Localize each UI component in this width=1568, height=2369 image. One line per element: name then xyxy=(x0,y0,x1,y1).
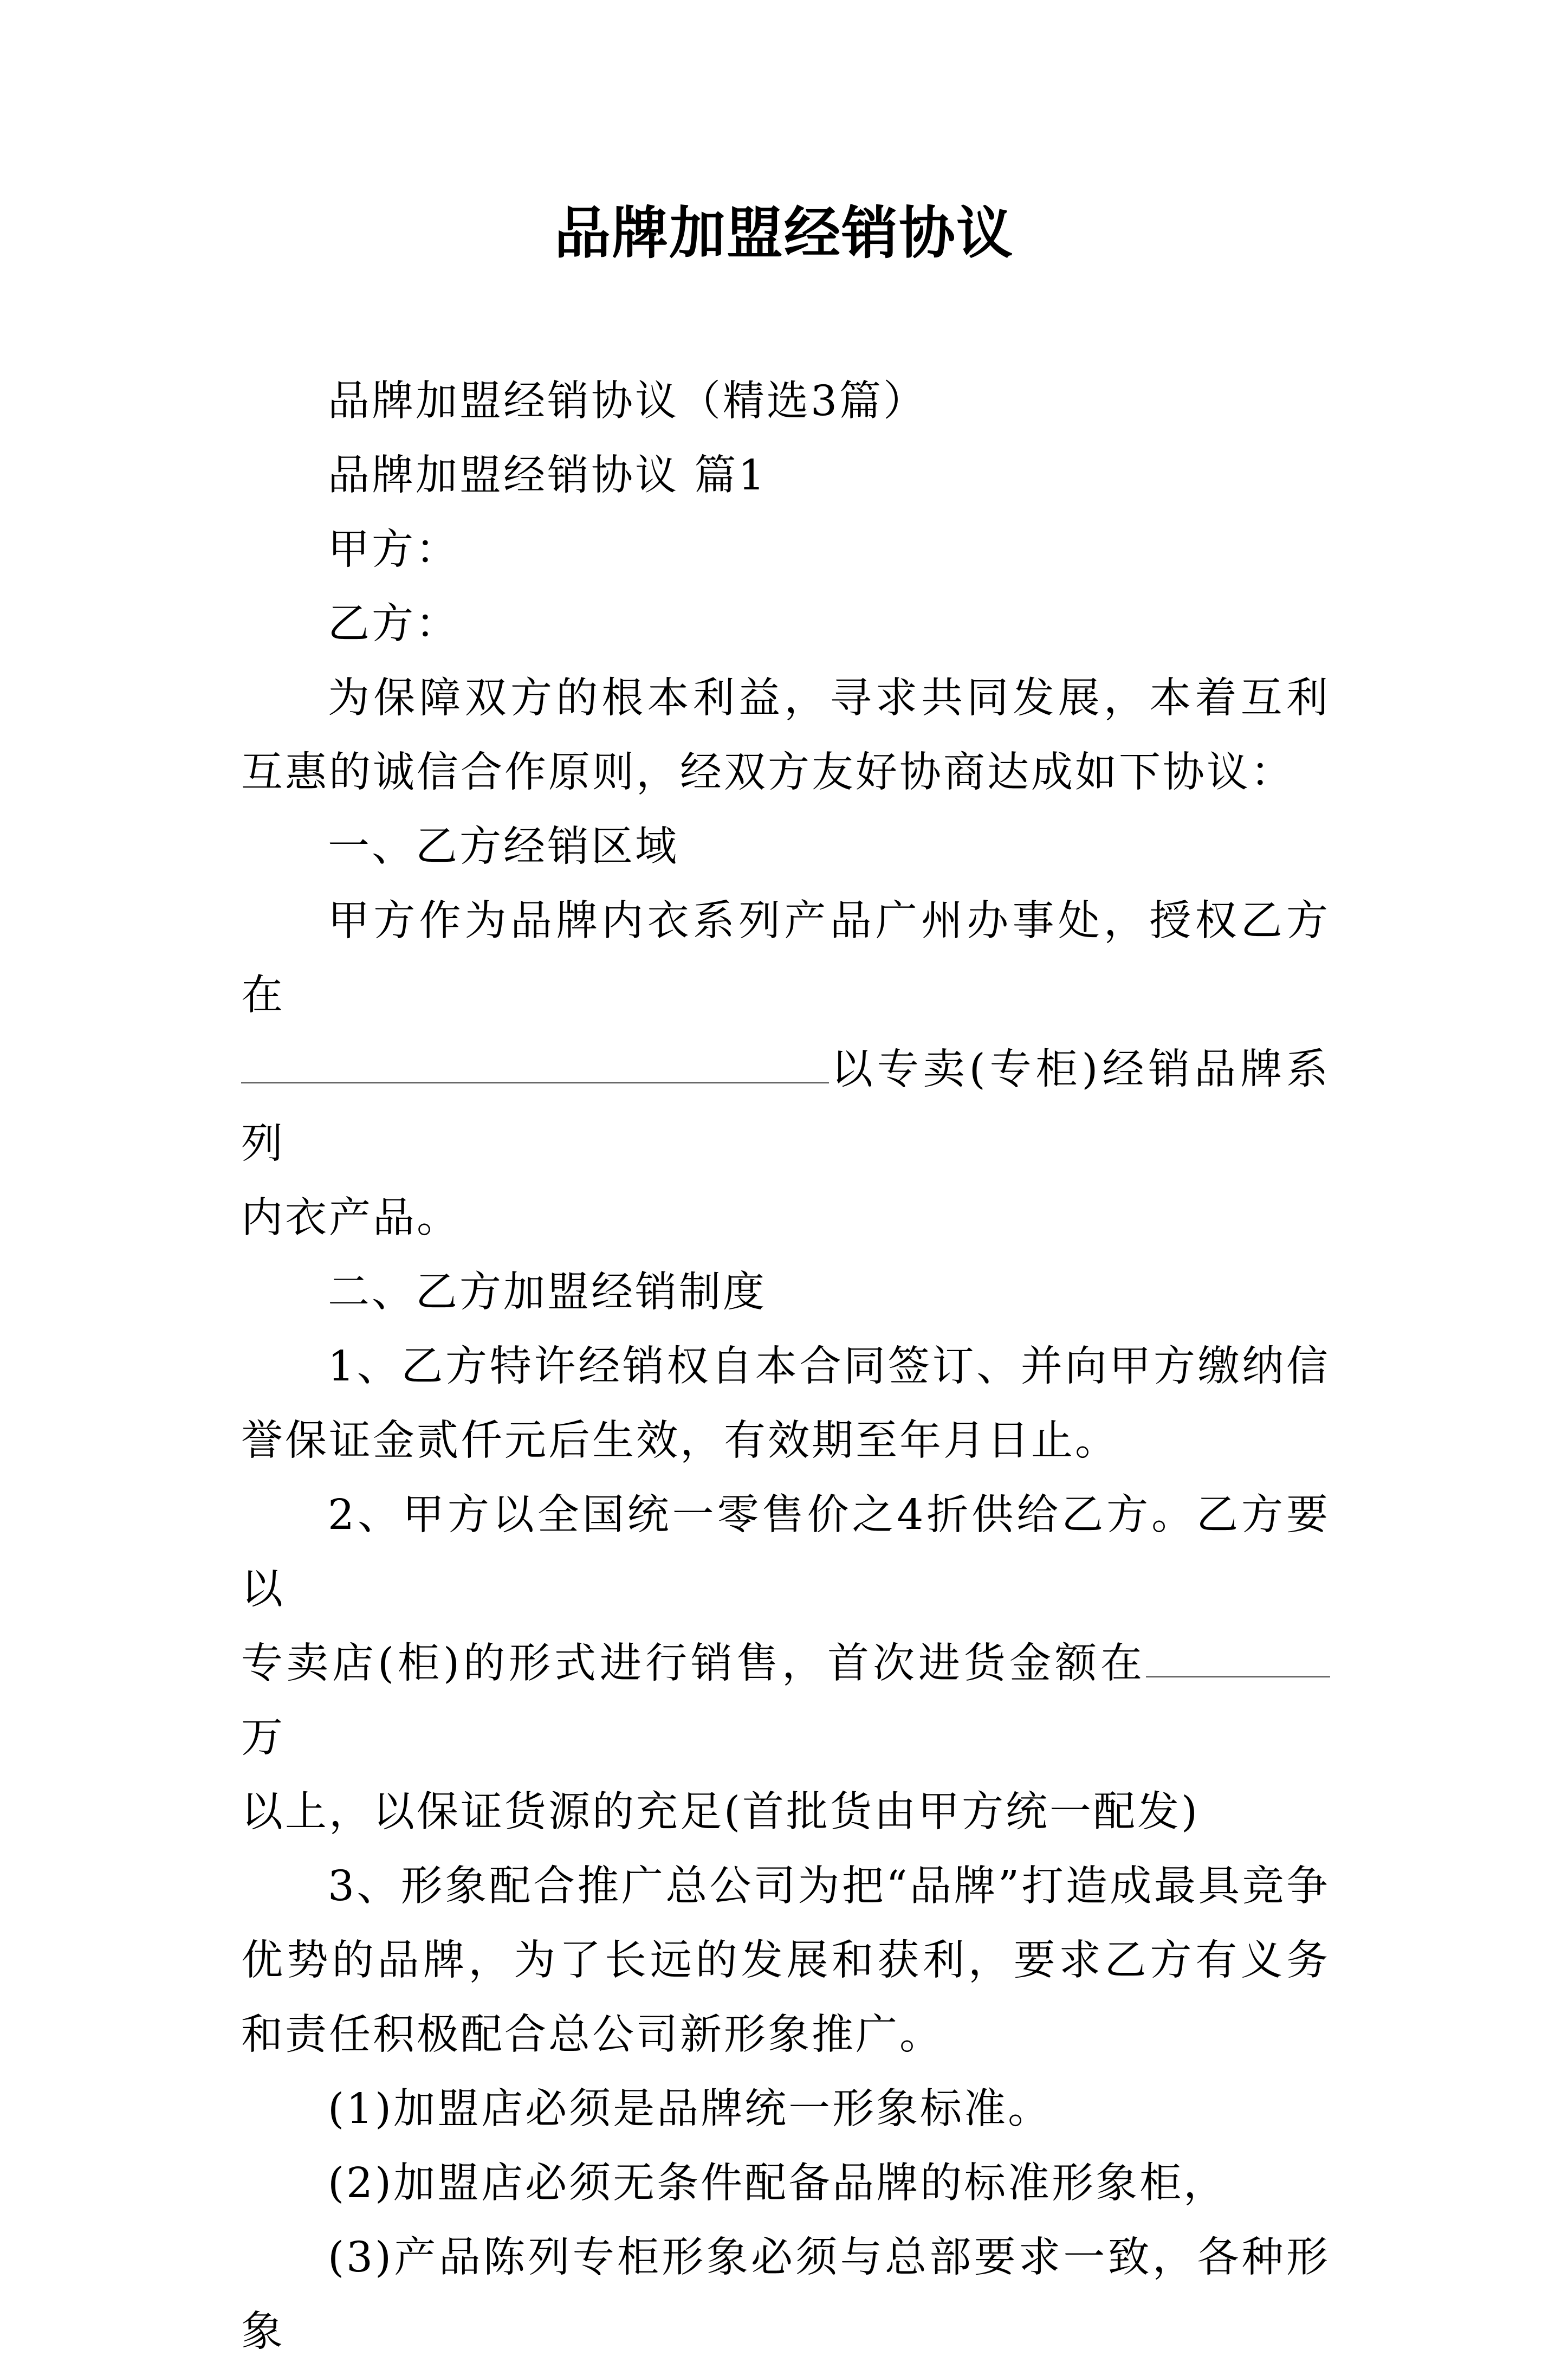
paragraph-item-3: 3、形象配合推广总公司为把“品牌”打造成最具竞争优势的品牌，为了长远的发展和获利，要求乙方有义务和责任积极配合总公司新形象推广。 xyxy=(241,1862,1330,2059)
paragraph-section-2-heading: 二、乙方加盟经销制度 xyxy=(328,1268,767,1316)
paragraph-sub-item-3: (3)产品陈列专柜形象必须与总部要求一致，各种形象 xyxy=(241,2234,1330,2356)
region-clause-text: 以专卖(专柜)经销品牌系列 xyxy=(241,1045,1330,1168)
item-2-line-1: 2、甲方以全国统一零售价之4折供给乙方。乙方要以 xyxy=(241,1491,1330,1613)
paragraph-section-1-heading: 一、乙方经销区域 xyxy=(328,823,679,871)
item-2-line-3: 以上，以保证货源的充足(首批货由甲方统一配发) xyxy=(241,1788,1200,1836)
paragraph-collection-heading: 品牌加盟经销协议（精选3篇） xyxy=(328,377,927,425)
region-clause-line-1: 甲方作为品牌内衣系列产品广州办事处，授权乙方在 xyxy=(241,897,1330,1019)
paragraph-region-clause xyxy=(241,884,1330,1255)
item-2-text: 专卖店(柜)的形式进行销售，首次进货金额在 xyxy=(241,1639,1146,1688)
paragraph-part-heading: 品牌加盟经销协议 篇1 xyxy=(328,451,767,500)
paragraph-sub-item-2: (2)加盟店必须无条件配备品牌的标准形象柜， xyxy=(328,2159,1228,2207)
document-body xyxy=(241,364,1330,2369)
paragraph-preamble: 为保障双方的根本利益，寻求共同发展，本着互利互惠的诚信合作原则，经双方友好协商达成如下协议： xyxy=(241,674,1330,797)
paragraph-sub-item-1: (1)加盟店必须是品牌统一形象标准。 xyxy=(328,2085,1052,2133)
region-blank-line xyxy=(241,1044,829,1083)
paragraph-party-b: 乙方： xyxy=(328,600,459,648)
document-title: 品牌加盟经销协议 xyxy=(554,199,1014,266)
paragraph-item-1: 1、乙方特许经销权自本合同签订、并向甲方缴纳信誉保证金贰仟元后生效，有效期至年月日止。 xyxy=(241,1342,1330,1465)
region-clause-line-2 xyxy=(241,1032,1330,1181)
region-clause-line-3: 内衣产品。 xyxy=(241,1194,461,1242)
item-2-unit: 万 xyxy=(241,1714,285,1762)
paragraph-item-2 xyxy=(241,1478,1330,1849)
paragraph-party-a: 甲方： xyxy=(328,526,459,574)
amount-blank-line xyxy=(1146,1638,1330,1677)
item-2-line-2 xyxy=(241,1626,1330,1775)
